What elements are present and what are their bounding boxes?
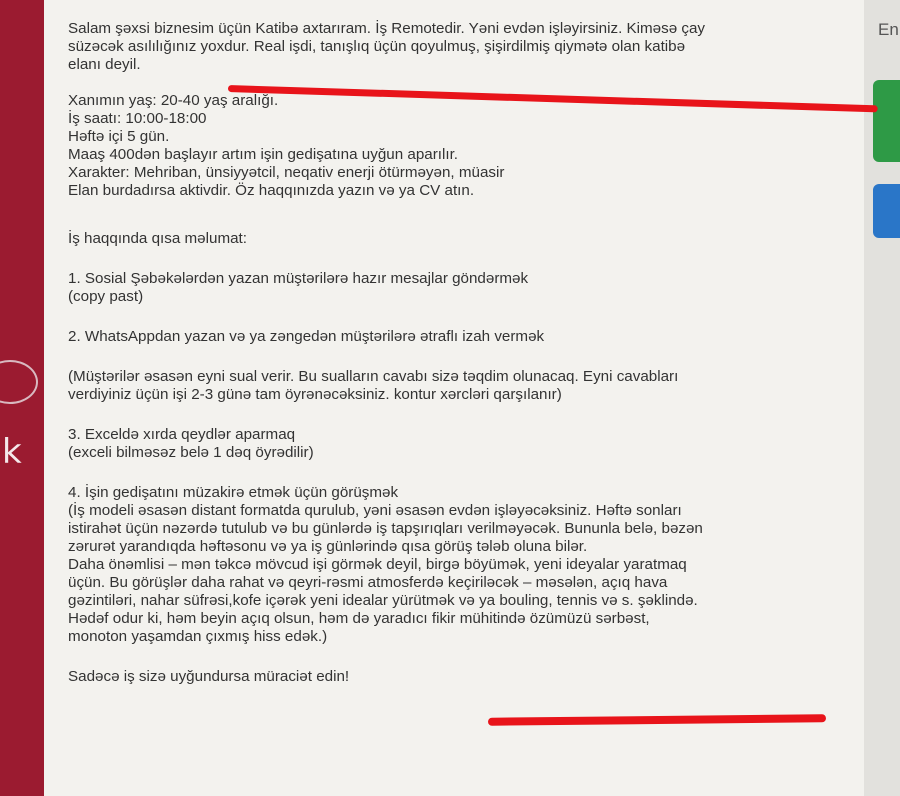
about-heading: İş haqqında qısa məlumat:	[68, 230, 247, 247]
job-details: Xanımın yaş: 20-40 yaş aralığı. İş saatı: 10:00-18:00 Həftə içi 5 gün. Maaş 400dən başlayır artım işin gedişatına uyğun aparılır. Xarakter: Mehriban, ünsiyyətcil, neqativ enerji ötürməyən, müasir Elan burdadırsa aktivdir. Öz haqqınızda yazın və ya CV atın.	[68, 92, 505, 199]
right-panel-label[interactable]: En	[878, 20, 899, 39]
blue-side-button[interactable]	[873, 184, 900, 238]
intro-paragraph: Salam şəxsi biznesim üçün Katibə axtarıram. İş Remotedir. Yəni evdən işləyirsiniz. Kiməsə çay süzəcək asılılığınız yoxdur. Real işdi, tanışlıq üçün qoyulmuş, şişirdilmiş qiymətə olan katibə elanı deyil.	[68, 20, 706, 73]
green-side-button[interactable]	[873, 80, 900, 162]
job-posting-text	[68, 20, 848, 686]
task-item-2-note: (Müştərilər əsasən eyni sual verir. Bu sualların cavabı sizə təqdim olunacaq. Eyni cavabları verdiyiniz üçün işi 2-3 günə tam öyrənəcəksiniz. kontur xərcləri qarşılanır)	[68, 368, 679, 403]
task-item-1: 1. Sosial Şəbəkələrdən yazan müştərilərə hazır mesajlar göndərmək (copy past)	[68, 270, 529, 305]
closing-line: Sadəcə iş sizə uyğundursa müraciət edin!	[68, 668, 350, 685]
task-item-2: 2. WhatsAppdan yazan və ya zəngedən müştərilərə ətraflı izah vermək	[68, 328, 545, 345]
task-item-3: 3. Exceldə xırda qeydlər aparmaq (exceli bilməsəz belə 1 dəq öyrədilir)	[68, 426, 314, 461]
task-item-4: 4. İşin gedişatını müzakirə etmək üçün görüşmək (İş modeli əsasən distant formatda qurulub, yəni əsasən evdən işləyəcəksiniz. Həftə sonları istirahət üçün nəzərdə tutulub və bu günlərdə iş tapşırıqları verilməyəcək. Bununla belə, bəzən zərurət yarandıqda həftəsonu və ya iş günlərində qısa görüş tələb oluna bilər. Daha önəmlisi – mən təkcə mövcud işi görmək deyil, birgə böyümək, yeni ideyalar yaratmaq üçün. Bu görüşlər daha rahat və qeyri-rəsmi atmosferdə keçiriləcək – məsələn, açıq hava gəzintiləri, nahar süfrəsi,kofe içərək yeni idealar yürütmək və ya bouling, tennis və s. şəklində. Hədəf odur ki, həm beyin açıq olsun, həm də yaradıcı fikir mühitində özümüzü sərbəst, monoton yaşamdan çıxmış hiss edək.)	[68, 484, 703, 645]
left-edge-letter: k	[2, 432, 22, 472]
